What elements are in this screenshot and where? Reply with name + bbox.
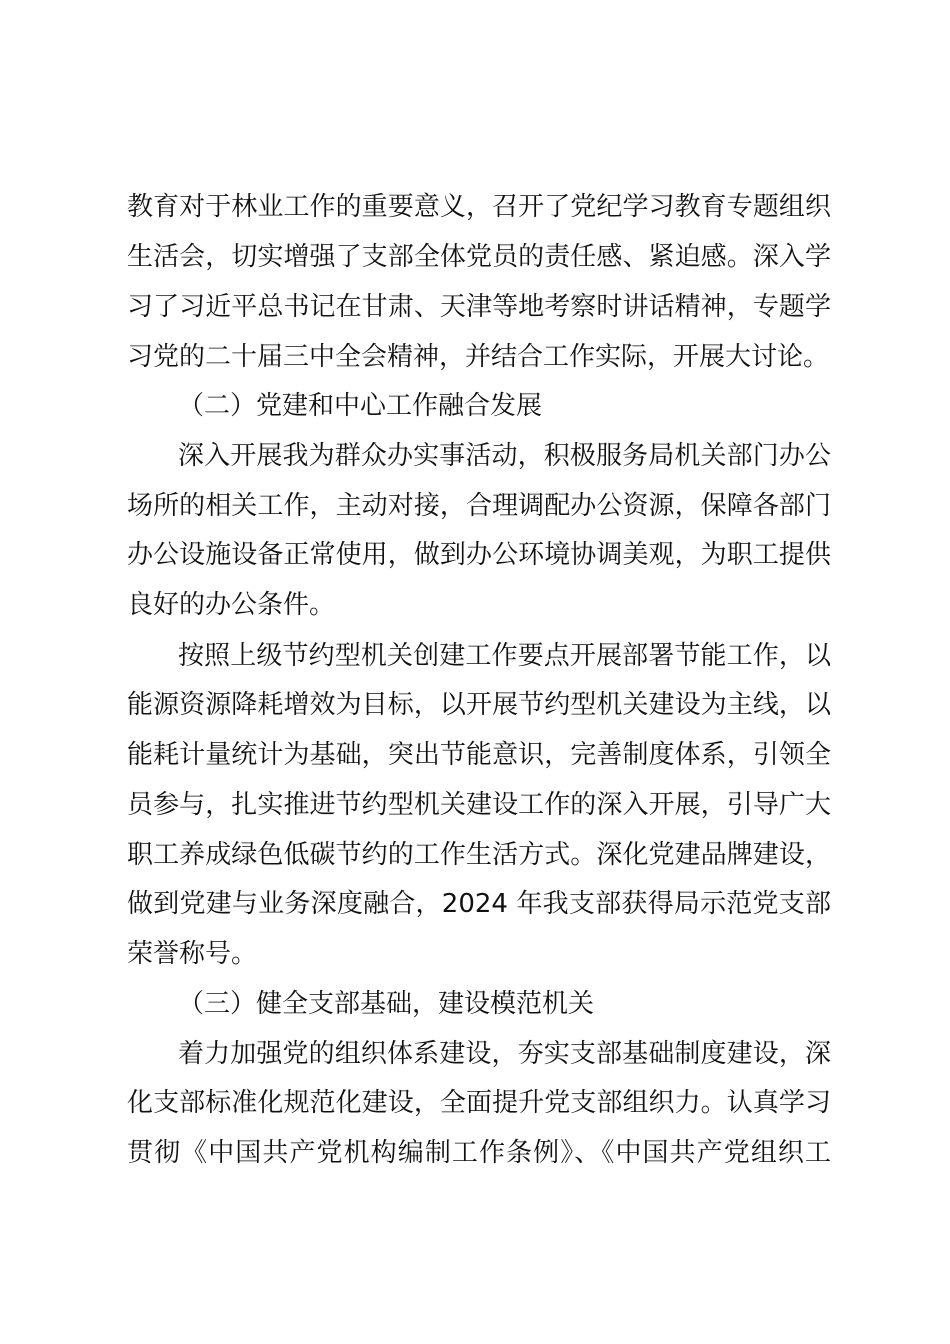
paragraph-line: 良好的办公条件。 <box>127 590 336 620</box>
paragraph-line: 生活会，切实增强了支部全体党员的责任感、紧迫感。深入学 <box>127 242 831 272</box>
paragraph-line: 办公设施设备正常使用，做到办公环境协调美观，为职工提供 <box>127 540 831 570</box>
paragraph-line: 教育对于林业工作的重要意义，召开了党纪学习教育专题组织 <box>127 192 831 222</box>
paragraph-line: 贯彻《中国共产党机构编制工作条例》、《中国共产党组织工 <box>127 1138 831 1168</box>
paragraph-line: 能耗计量统计为基础，突出节能意识，完善制度体系，引领全 <box>127 740 831 770</box>
paragraph-line: 能源资源降耗增效为目标，以开展节约型机关建设为主线，以 <box>127 690 831 720</box>
paragraph-line: 职工养成绿色低碳节约的工作生活方式。深化党建品牌建设， <box>127 840 831 870</box>
section-heading-3: （三）健全支部基础，建设模范机关 <box>178 989 595 1019</box>
paragraph-line: 场所的相关工作，主动对接，合理调配办公资源，保障各部门 <box>127 491 831 521</box>
paragraph-line: 习党的二十届三中全会精神，并结合工作实际，开展大讨论。 <box>127 342 830 372</box>
paragraph-line: 荣誉称号。 <box>127 939 258 969</box>
paragraph-line: 做到党建与业务深度融合，2024 年我支部获得局示范党支部 <box>127 889 831 919</box>
paragraph-line: 化支部标准化规范化建设，全面提升党支部组织力。认真学习 <box>127 1088 831 1118</box>
section-heading-2: （二）党建和中心工作融合发展 <box>178 391 543 421</box>
paragraph-line: 按照上级节约型机关创建工作要点开展部署节能工作，以 <box>178 641 831 671</box>
paragraph-line: 习了习近平总书记在甘肃、天津等地考察时讲话精神，专题学 <box>127 292 831 322</box>
paragraph-line: 员参与，扎实推进节约型机关建设工作的深入开展，引导广大 <box>127 790 831 820</box>
paragraph-line: 着力加强党的组织体系建设，夯实支部基础制度建设，深 <box>178 1039 831 1069</box>
paragraph-line: 深入开展我为群众办实事活动，积极服务局机关部门办公 <box>178 441 831 471</box>
